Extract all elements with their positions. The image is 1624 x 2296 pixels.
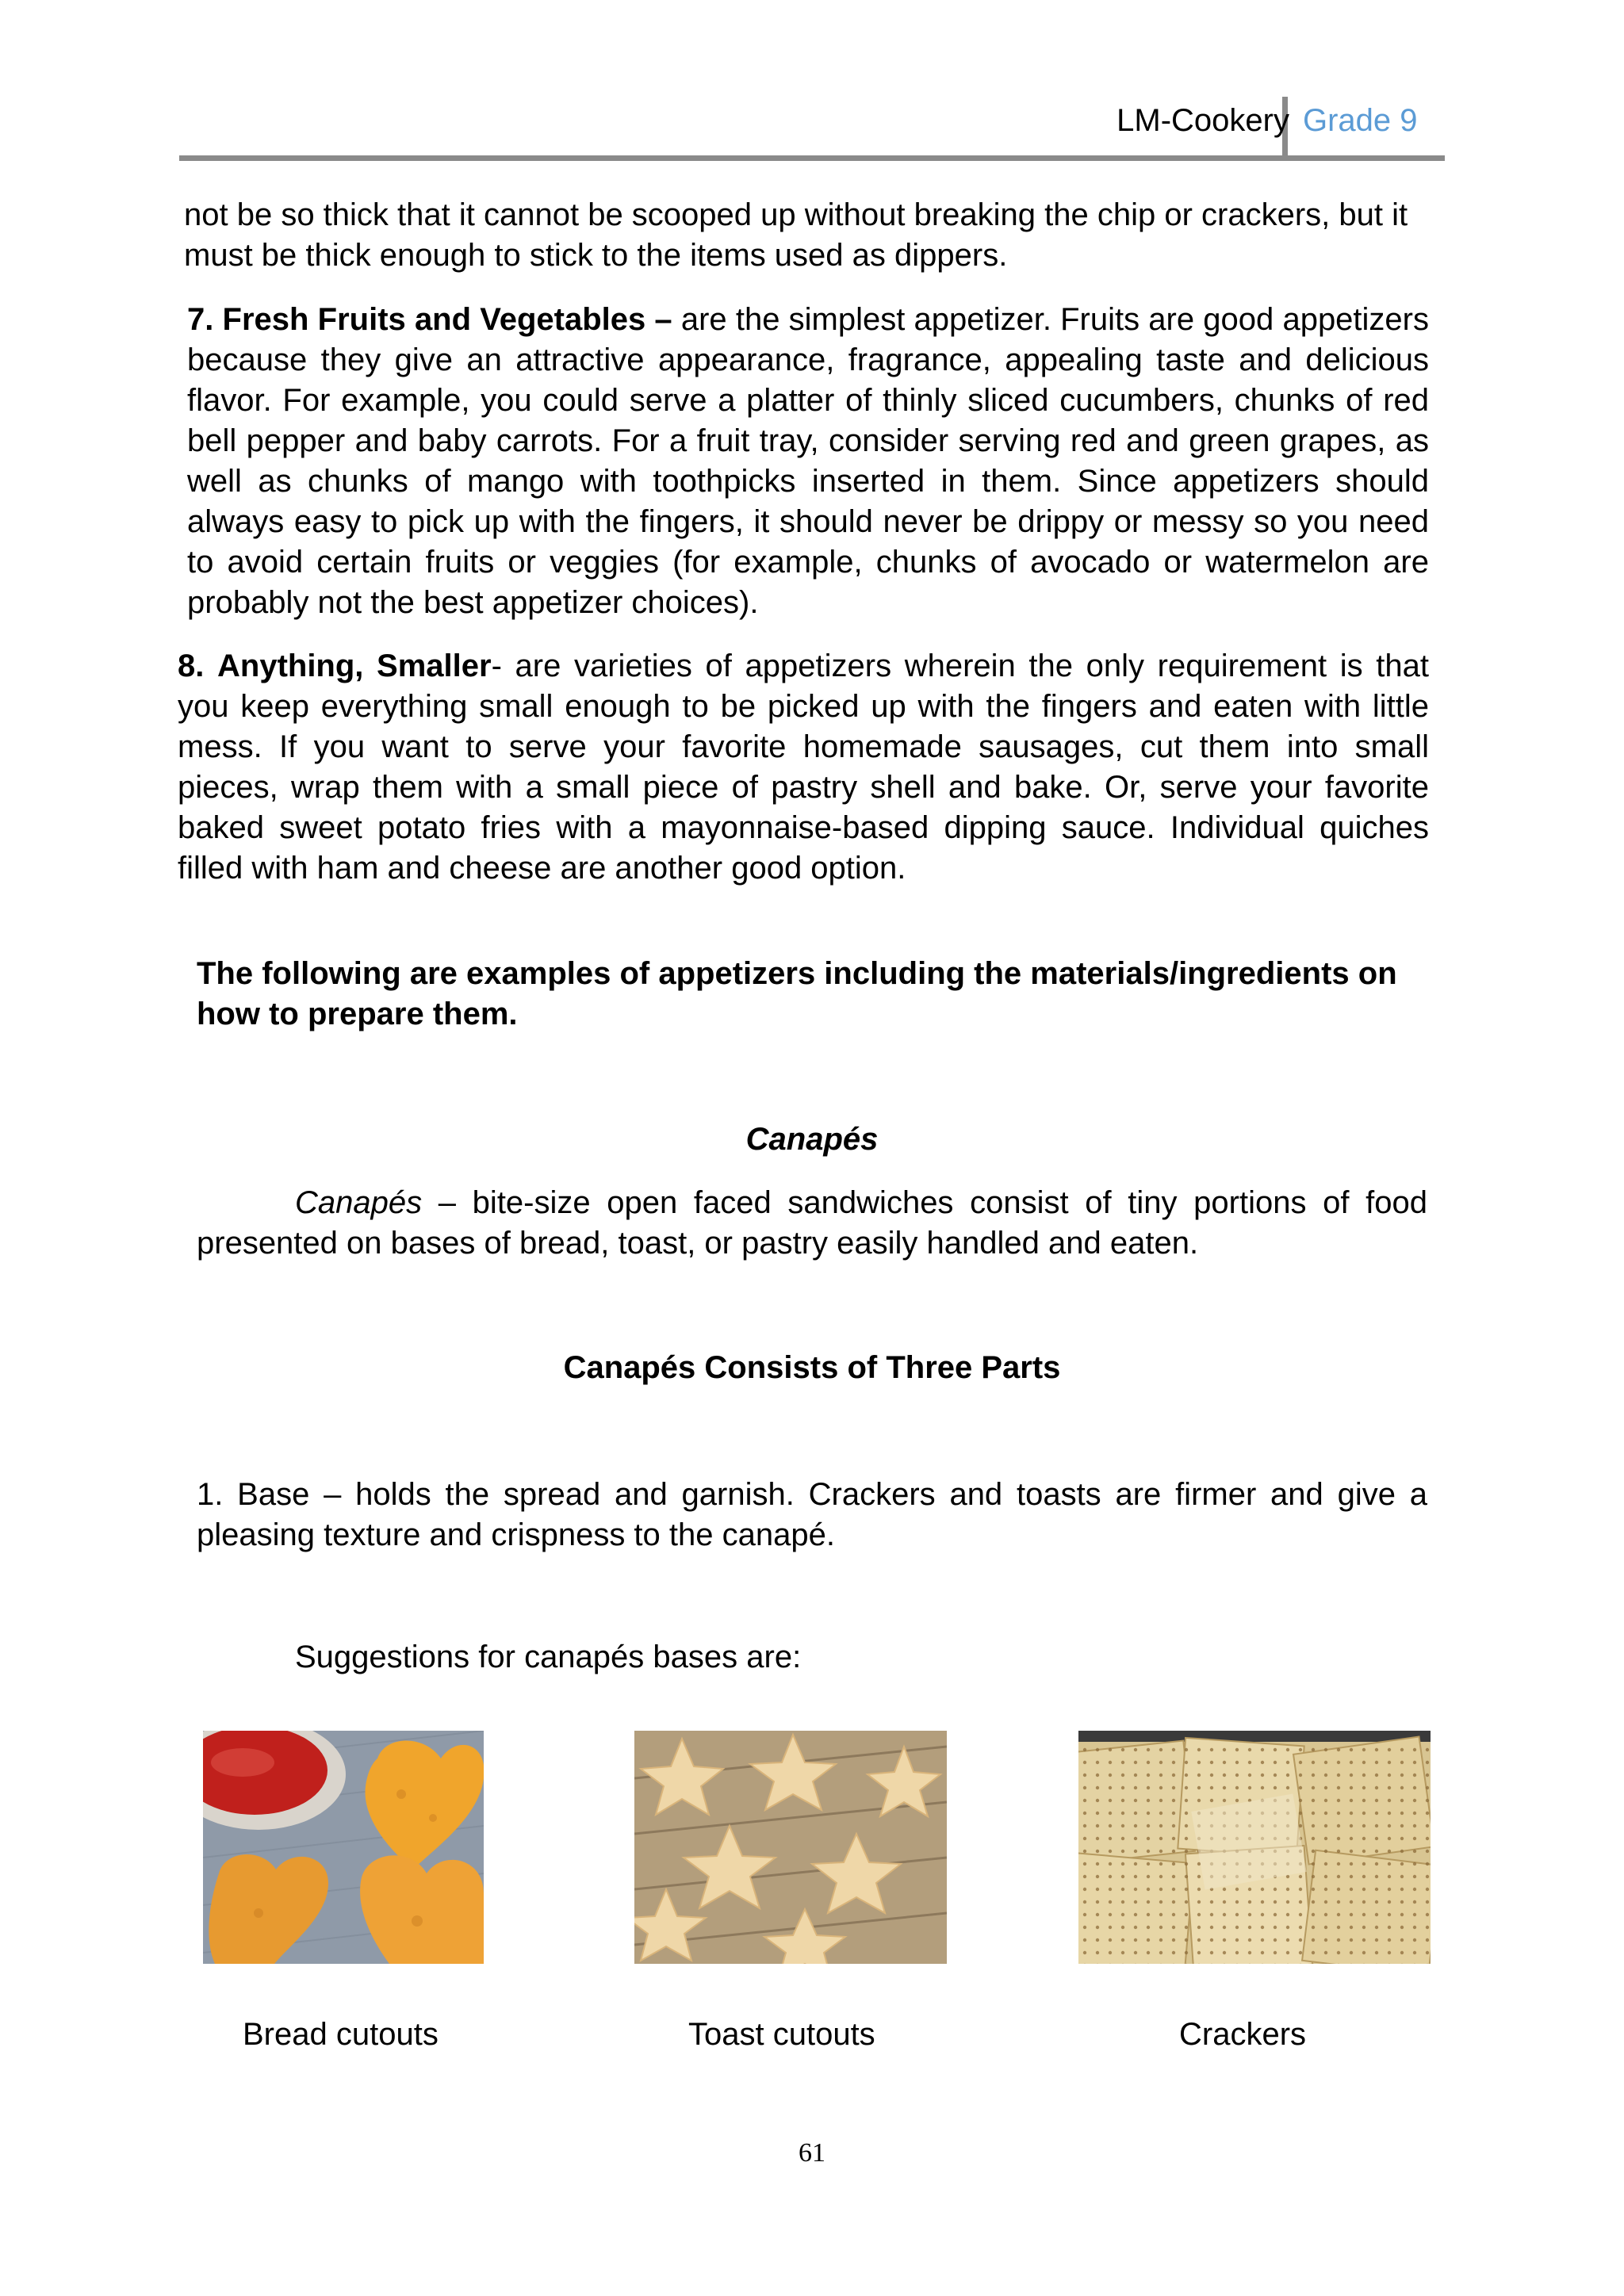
bread-cutouts-photo bbox=[203, 1731, 484, 1964]
toast-cutouts-caption: Toast cutouts bbox=[688, 2017, 875, 2052]
parts-heading: Canapés Consists of Three Parts bbox=[563, 1350, 1061, 1385]
item-7-number: 7. bbox=[187, 302, 214, 337]
crackers-photo bbox=[1078, 1731, 1431, 1964]
item-8-term: Anything, Smaller bbox=[217, 649, 492, 683]
header-course: LM-Cookery bbox=[1116, 103, 1289, 138]
examples-intro: The following are examples of appetizers including the materials/ingredients on how to prepare them. bbox=[197, 956, 1397, 1031]
toast-cutouts-photo bbox=[634, 1731, 947, 1964]
bread-cutouts-caption: Bread cutouts bbox=[243, 2017, 439, 2052]
header-rule bbox=[179, 155, 1445, 161]
crackers-caption: Crackers bbox=[1179, 2017, 1307, 2052]
item-8-number: 8. bbox=[178, 649, 205, 683]
header-grade: Grade 9 bbox=[1303, 103, 1418, 138]
canapes-term: Canapés bbox=[295, 1185, 423, 1220]
item-7-term: Fresh Fruits and Vegetables – bbox=[222, 302, 672, 337]
canapes-definition bbox=[197, 1183, 1427, 1264]
suggestions-text: Suggestions for canapés bases are: bbox=[295, 1640, 802, 1674]
page-number: 61 bbox=[799, 2138, 825, 2168]
canapes-heading: Canapés bbox=[745, 1122, 879, 1157]
intro-paragraph: not be so thick that it cannot be scooped up without breaking the chip or crackers, but it must be thick enough to stick to the items used as dippers. bbox=[184, 197, 1408, 273]
item-8-text: - are varieties of appetizers wherein the only requirement is that you keep everything small enough to be picked up with the fingers and eaten with little mess. If you want to serve your favorite homemade sausages, cut them into small pieces, wrap them with a small piece of pastry shell and bake. Or, serve your favorite baked sweet potato fries with a mayonnaise-based dipping sauce. Individual quiches filled with ham and cheese are another good option. bbox=[178, 649, 1429, 886]
item-7-text: are the simplest appetizer. Fruits are good appetizers because they give an attractive appearance, fragrance, appealing taste and delicious flavor. For example, you could serve a platter of thinly sliced cucumbers, chunks of red bell pepper and baby carrots. For a fruit tray, consider serving red and green grapes, as well as chunks of mango with toothpicks inserted in them. Since appetizers should always easy to pick up with the fingers, it should never be drippy or messy so you need to avoid certain fruits or veggies (for example, chunks of avocado or watermelon are probably not the best appetizer choices). bbox=[187, 302, 1429, 620]
base-paragraph: 1. Base – holds the spread and garnish. Crackers and toasts are firmer and give a pleasing texture and crispness to the canapé. bbox=[197, 1477, 1427, 1552]
item-7-paragraph bbox=[187, 300, 1429, 623]
canapes-text: – bite-size open faced sandwiches consist of tiny portions of food presented on bases of bread, toast, or pastry easily handled and eaten. bbox=[197, 1185, 1427, 1261]
item-8-paragraph bbox=[178, 646, 1429, 889]
